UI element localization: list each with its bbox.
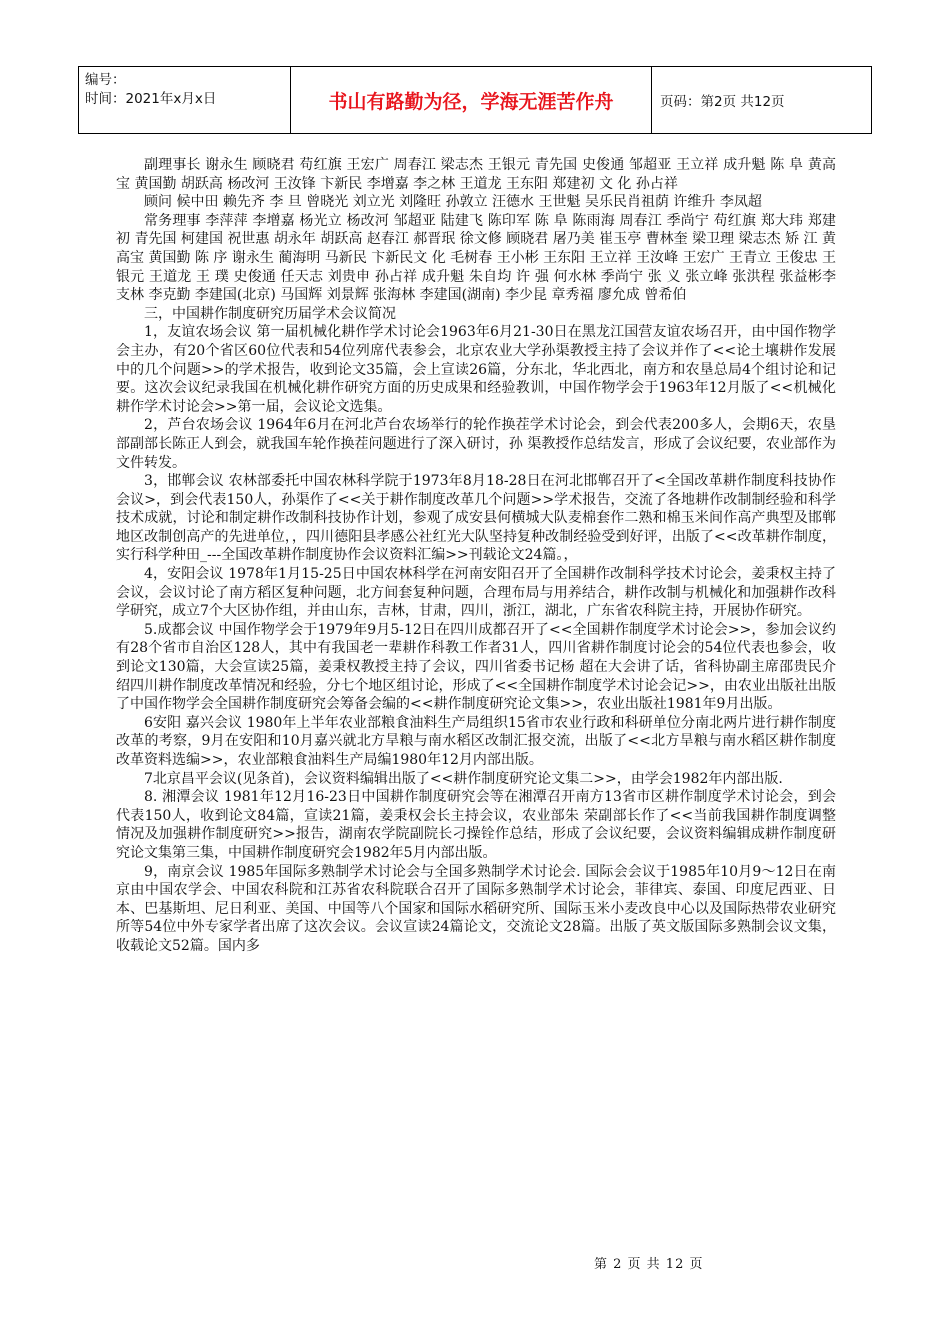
paragraph-meeting-5: 5.成都会议 中国作物学会于1979年9月5-12日在四川成都召开了<<全国耕作制度学术讨论会>>，参加会议约有28个省市自治区128人，其中有我国老一辈耕作科教工作者31人，四川省耕作制度讨论会的54位代表也参会，收到论文130篇，大会宣读25篇，姜秉权教授主持了会议，四川省委书记杨 超在大会讲了话，省科协副主席邵贵民介绍四川耕作制度改革情况和经验，分七个地区组讨论，形成了<<全国耕作制度学术讨论会记>>，由农业出版社出版了中国作物学会全国耕作制度研究会筹备会编的<<耕作制度研究论文集>>，农业出版社1981年9月出版。	[116, 621, 836, 713]
doc-number-label: 编号：	[85, 72, 126, 88]
paragraph-meeting-8: 8. 湘潭会议 1981年12月16-23日中国耕作制度研究会等在湘潭召开南方13省市区耕作制度学术讨论会，到会代表150人，收到论文84篇，宣读21篇，姜秉权会长主持会议，农业部朱 荣副部长作了<<当前我国耕作制度调整情况及加强耕作制度研究>>报告，湖南农学院副院长刁操铨作总结，形成了会议纪要，会议资料编辑成耕作制度研究论文集第三集，中国耕作制度研究会1982年5月内部出版。	[116, 789, 836, 861]
paragraph-standing-directors: 常务理事 李萍萍 李增嘉 杨光立 杨改河 邹超亚 陆建飞 陈印军 陈 阜 陈雨海 周春江 季尚宁 苟红旗 郑大玮 郑建初 青先国 柯建国 祝世惠 胡永年 胡跃高 赵春江 郝晋珉 徐文修 顾晓君 屠乃美 崔玉亭 曹林奎 梁卫理 梁志杰 矫 江 黄高宝 黄国勤 陈 序 谢永生 蔺海明 马新民 卞新民文 化 毛树春 王小彬 王东阳 王立祥 王汝峰 王宏广 王青立 王俊忠 王银元 王道龙 王 璞 史俊通 任天志 刘贵申 孙占祥 成升魁 朱自均 许 强 何水林 季尚宁 张 义 张立峰 张洪程 张益彬李支林 李克勤 李建国(北京) 马国辉 刘景辉 张海林 李建国(湖南) 李少昆 章秀福 廖允成 曾希伯	[116, 212, 836, 304]
paragraph-advisors: 顾问 候中田 赖先齐 李 旦 曾晓光 刘立光 刘隆旺 孙敦立 汪德水 王世魁 吴乐民肖祖荫 许维升 李凤超	[144, 194, 762, 211]
doc-time-label: 时间：2021年x月x日	[85, 91, 217, 107]
document-body	[116, 156, 836, 956]
paragraph-meeting-7: 7北京昌平会议(见条首)，会议资料编辑出版了<<耕作制度研究论文集二>>，由学会1982年内部出版.	[144, 770, 783, 787]
header-meta	[79, 67, 291, 133]
header-page-number: 页码：第2页 共12页	[660, 94, 785, 110]
page-footer: 第 2 页 共 12 页	[594, 1257, 704, 1272]
paragraph-meeting-2: 2，芦台农场会议 1964年6月在河北芦台农场举行的轮作换茬学术讨论会，到会代表200多人，会期6天，农垦部副部长陈正人到会，就我国车轮作换茬问题进行了深入研讨，孙 渠教授作总结发言，形成了会议纪要，农业部作为文件转发。	[116, 417, 836, 471]
header-motto: 书山有路勤为径，学海无涯苦作舟	[291, 67, 652, 133]
paragraph-meeting-6: 6安阳 嘉兴会议 1980年上半年农业部粮食油料生产局组织15省市农业行政和科研单位分南北两片进行耕作制度改革的考察，9月在安阳和10月嘉兴就北方旱粮与南水稻区改制汇报交流，出版了<<北方旱粮与南水稻区耕作制度改革资料选编>>，农业部粮食油料生产局编1980年12月内部出版。	[116, 714, 836, 768]
paragraph-meeting-4: 4，安阳会议 1978年1月15-25日中国农林科学在河南安阳召开了全国耕作改制科学技术讨论会，姜秉权主持了会议，会议讨论了南方稻区复种问题，北方间套复种问题，合理布局与用养结合，耕作改制与机械化和加强耕作改科学研究，成立7个大区协作组，并由山东，吉林，甘肃，四川，浙江，湖北，广东省农科院主持，开展协作研究。	[116, 566, 836, 620]
paragraph-vice-chairs: 副理事长 谢永生 顾晓君 苟红旗 王宏广 周春江 梁志杰 王银元 青先国 史俊通 邹超亚 王立祥 成升魁 陈 阜 黄高宝 黄国勤 胡跃高 杨改河 王汝锋 卞新民 李增嘉 李之林 王道龙 王东阳 郑建初 文 化 孙占祥	[116, 157, 836, 192]
paragraph-meeting-1: 1，友谊农场会议 第一届机械化耕作学术讨论会1963年6月21-30日在黑龙江国营友谊农场召开，由中国作物学会主办，有20个省区60位代表和54位列席代表参会，北京农业大学孙渠教授主持了会议并作了<<论土壤耕作发展中的几个问题>>的学术报告，收到论文35篇，会上宣读26篇，分东北，华北西北，南方和农垦总局4个组讨论和记要。这次会议纪录我国在机械化耕作研究方面的历史成果和经验教训，中国作物学会于1963年12月版了<<机械化耕作学术讨论会>>第一届，会议论文选集。	[116, 324, 836, 415]
paragraph-meeting-3: 3，邯郸会议 农林部委托中国农林科学院于1973年8月18-28日在河北邯郸召开了<全国改革耕作制度科技协作会议>，到会代表150人，孙渠作了<<关于耕作制度改革几个问题>>学术报告，交流了各地耕作改制制经验和科学技术成就，讨论和制定耕作改制科技协作计划，参观了成安县何横城大队麦棉套作二熟和棉玉米间作高产典型及邯郸地区改制创高产的先进单位，，四川德阳县孝感公社红光大队坚持复种改制经验受到好评，出版了<<改革耕作制度，实行科学种田_---全国改革耕作制度协作会议资料汇编>>刊载论文24篇。，	[116, 473, 836, 564]
section-heading: 三，中国耕作制度研究历届学术会议简况	[144, 305, 396, 322]
page-header	[78, 66, 872, 134]
paragraph-meeting-9: 9，南京会议 1985年国际多熟制学术讨论会与全国多熟制学术讨论会. 国际会会议于1985年10月9～12日在南京由中国农学会、中国农科院和江苏省农科院联合召开了国际多熟制学术讨论会，菲律宾、泰国、印度尼西亚、日本、巴基斯坦、尼日利亚、美国、中国等八个国家和国际水稻研究所、国际玉米小麦改良中心以及国际热带农业研究所等54位中外专家学者出席了这次会议。会议宣读24篇论文，交流论文28篇。出版了英文版国际多熟制会议文集，收载论文52篇。国内多	[116, 863, 836, 954]
